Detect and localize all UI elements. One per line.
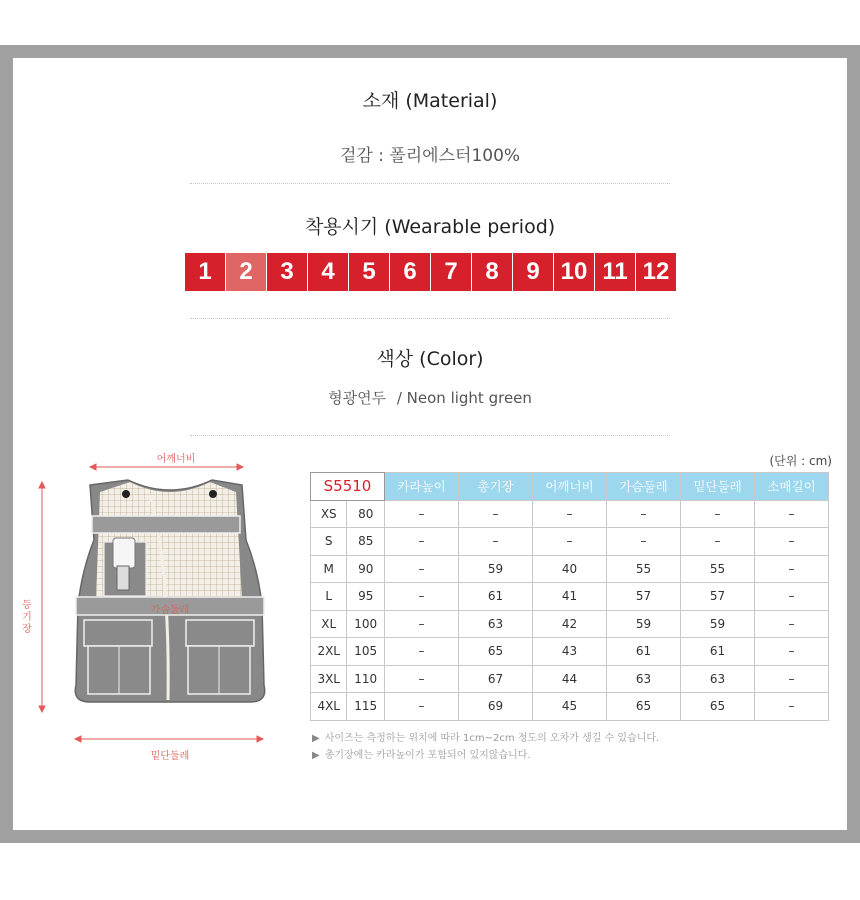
month-7: 7 <box>431 253 471 291</box>
divider <box>190 318 670 319</box>
notes <box>312 730 659 764</box>
value-cell: 57 <box>607 583 681 611</box>
value-cell: – <box>533 528 607 556</box>
month-3: 3 <box>267 253 307 291</box>
table-row <box>311 693 829 721</box>
body-size-cell: 115 <box>347 693 385 721</box>
value-cell: 59 <box>607 610 681 638</box>
model-number: S5510 <box>311 473 385 501</box>
value-cell: 45 <box>533 693 607 721</box>
value-cell: – <box>459 528 533 556</box>
value-cell: – <box>385 610 459 638</box>
value-cell: 61 <box>459 583 533 611</box>
column-header: 카라높이 <box>385 473 459 501</box>
value-cell: – <box>681 528 755 556</box>
size-cell: 2XL <box>311 638 347 666</box>
chest-label: 가슴둘레 <box>150 605 190 616</box>
value-cell: – <box>755 693 829 721</box>
color-value <box>0 387 860 408</box>
color-value-ko: 형광연두 <box>328 389 387 407</box>
divider <box>190 435 670 436</box>
value-cell: 44 <box>533 665 607 693</box>
month-5: 5 <box>349 253 389 291</box>
month-2: 2 <box>226 253 266 291</box>
value-cell: 55 <box>607 555 681 583</box>
table-row <box>311 665 829 693</box>
value-cell: – <box>681 500 755 528</box>
value-cell: – <box>385 500 459 528</box>
table-row <box>311 500 829 528</box>
value-cell: 69 <box>459 693 533 721</box>
value-cell: 40 <box>533 555 607 583</box>
hem-label: 밑단둘레 <box>150 751 190 762</box>
month-10: 10 <box>554 253 594 291</box>
material-title: 소재 (Material) <box>362 90 498 112</box>
note-item <box>312 747 659 764</box>
value-cell: 63 <box>607 665 681 693</box>
unit-label: (단위 : cm) <box>769 454 832 468</box>
table-row <box>311 583 829 611</box>
value-cell: – <box>755 583 829 611</box>
shoulder-label: 어깨너비 <box>156 454 196 465</box>
value-cell: – <box>385 583 459 611</box>
size-table <box>310 472 829 721</box>
size-cell: XS <box>311 500 347 528</box>
value-cell: – <box>755 638 829 666</box>
bullet-icon: ▶ <box>312 733 320 744</box>
size-cell: 4XL <box>311 693 347 721</box>
bullet-icon: ▶ <box>312 750 320 761</box>
value-cell: 63 <box>459 610 533 638</box>
size-cell: S <box>311 528 347 556</box>
column-header: 어깨너비 <box>533 473 607 501</box>
upper-stripe <box>92 516 240 533</box>
value-cell: 65 <box>681 693 755 721</box>
button <box>122 490 130 498</box>
value-cell: – <box>533 500 607 528</box>
body-size-cell: 90 <box>347 555 385 583</box>
value-cell: 61 <box>607 638 681 666</box>
note-text: 사이즈는 측정하는 위치에 따라 1cm~2cm 정도의 오차가 생길 수 있습니다. <box>324 733 660 744</box>
month-1: 1 <box>185 253 225 291</box>
month-4: 4 <box>308 253 348 291</box>
value-cell: – <box>459 500 533 528</box>
value-cell: – <box>385 555 459 583</box>
material-value: 겉감 : 폴리에스터100% <box>339 146 521 166</box>
month-12: 12 <box>636 253 676 291</box>
value-cell: – <box>385 665 459 693</box>
vest-diagram <box>0 440 300 780</box>
table-header-row <box>311 473 829 501</box>
value-cell: 55 <box>681 555 755 583</box>
month-6: 6 <box>390 253 430 291</box>
note-item <box>312 730 659 747</box>
wearable-title: 착용시기 (Wearable period) <box>304 216 556 238</box>
body-size-cell: 110 <box>347 665 385 693</box>
table-row <box>311 528 829 556</box>
value-cell: – <box>755 528 829 556</box>
size-cell: M <box>311 555 347 583</box>
size-cell: XL <box>311 610 347 638</box>
body-size-cell: 105 <box>347 638 385 666</box>
month-8: 8 <box>472 253 512 291</box>
month-9: 9 <box>513 253 553 291</box>
size-cell: 3XL <box>311 665 347 693</box>
value-cell: – <box>755 665 829 693</box>
value-cell: – <box>385 528 459 556</box>
value-cell: – <box>607 500 681 528</box>
value-cell: – <box>755 500 829 528</box>
column-header: 소매길이 <box>755 473 829 501</box>
value-cell: – <box>755 555 829 583</box>
value-cell: 42 <box>533 610 607 638</box>
body-size-cell: 80 <box>347 500 385 528</box>
value-cell: 65 <box>607 693 681 721</box>
value-cell: – <box>607 528 681 556</box>
value-cell: – <box>385 638 459 666</box>
table-row <box>311 555 829 583</box>
body-size-cell: 100 <box>347 610 385 638</box>
button <box>209 490 217 498</box>
column-header: 가슴둘레 <box>607 473 681 501</box>
color-title: 색상 (Color) <box>376 348 484 370</box>
column-header: 총기장 <box>459 473 533 501</box>
body-size-cell: 85 <box>347 528 385 556</box>
note-text: 총기장에는 카라높이가 포함되어 있지않습니다. <box>324 750 531 761</box>
color-value-en: / Neon light green <box>396 389 532 407</box>
body-size-cell: 95 <box>347 583 385 611</box>
divider <box>190 183 670 184</box>
value-cell: 43 <box>533 638 607 666</box>
size-cell: L <box>311 583 347 611</box>
value-cell: 65 <box>459 638 533 666</box>
length-label: 등 기 장 <box>22 600 32 635</box>
table-row <box>311 610 829 638</box>
value-cell: 41 <box>533 583 607 611</box>
value-cell: 61 <box>681 638 755 666</box>
table-row <box>311 638 829 666</box>
value-cell: 59 <box>459 555 533 583</box>
month-strip <box>185 253 676 291</box>
value-cell: 59 <box>681 610 755 638</box>
value-cell: 67 <box>459 665 533 693</box>
value-cell: 57 <box>681 583 755 611</box>
month-11: 11 <box>595 253 635 291</box>
left-pocket-flap <box>84 620 152 646</box>
value-cell: – <box>755 610 829 638</box>
right-pocket-flap <box>186 620 254 646</box>
value-cell: 63 <box>681 665 755 693</box>
value-cell: – <box>385 693 459 721</box>
column-header: 밑단둘레 <box>681 473 755 501</box>
